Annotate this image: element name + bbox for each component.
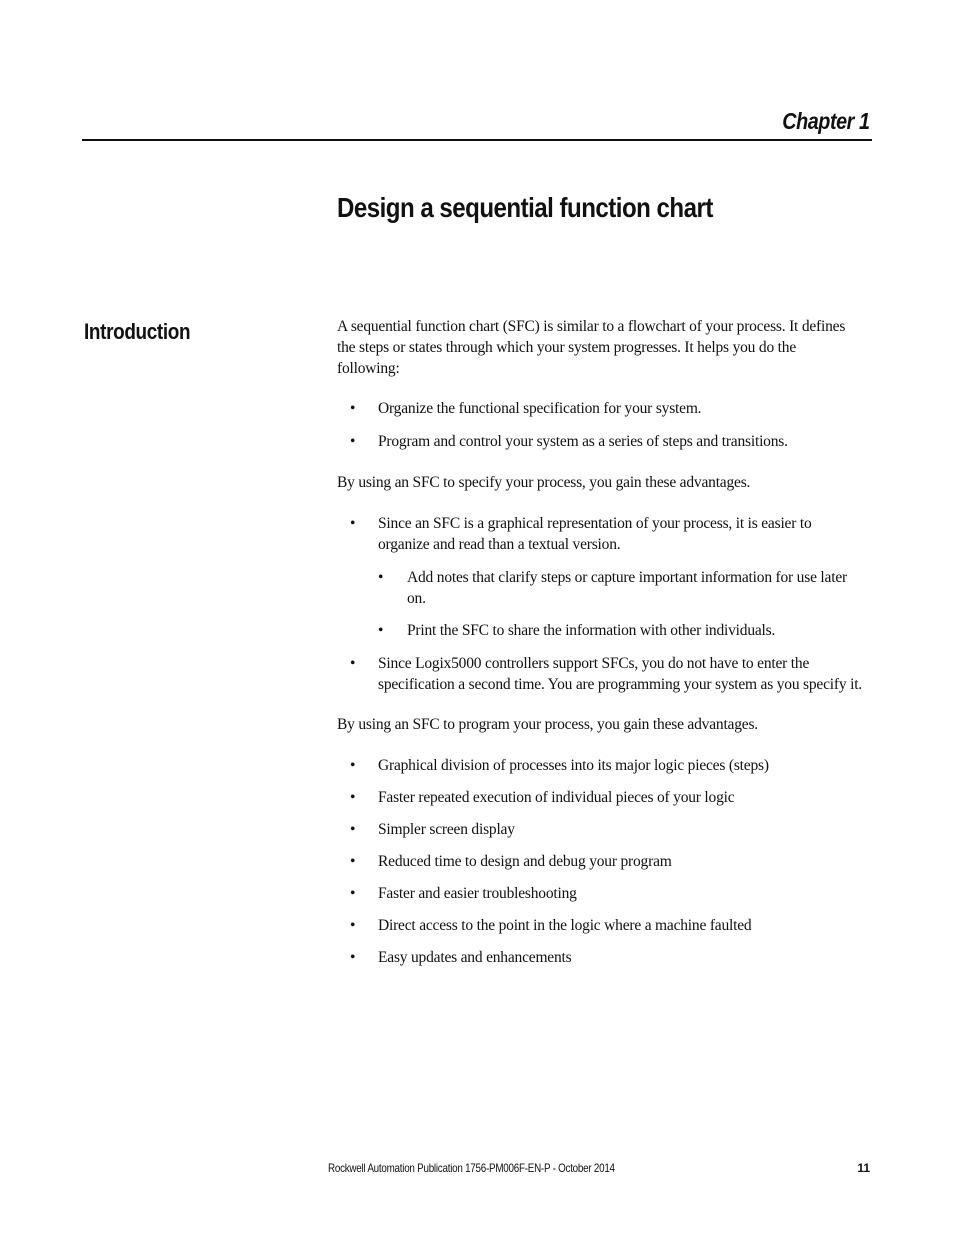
bullet-icon: • (350, 853, 356, 870)
list-item (337, 398, 862, 419)
list-item-text: Direct access to the point in the logic where a machine faulted (378, 917, 752, 934)
list-item-text: Since Logix5000 controllers support SFCs, you do not have to enter the specification a second time. You are programming your system as you specify it. (378, 655, 862, 693)
list-purposes (337, 398, 862, 452)
sub-list-item-text: Print the SFC to share the information with other individuals. (407, 622, 776, 639)
list-item-text: Graphical division of processes into its major logic pieces (steps) (378, 757, 769, 774)
bullet-icon: • (350, 655, 356, 672)
list-item (337, 755, 862, 776)
program-paragraph: By using an SFC to program your process, you gain these advantages. (337, 716, 758, 733)
list-item-text: Since an SFC is a graphical representation of your process, it is easier to organize and read than a textual version. (378, 515, 812, 553)
list-program-advantages (337, 755, 862, 968)
sub-list (378, 567, 862, 641)
bullet-icon: • (350, 400, 356, 417)
list-item-text: Organize the functional specification for your system. (378, 400, 702, 417)
sub-list-item-text: Add notes that clarify steps or capture important information for use later on. (407, 569, 847, 607)
list-item (337, 883, 862, 904)
intro-paragraph: A sequential function chart (SFC) is similar to a flowchart of your process. It defines the steps or states through which your system progresses. It helps you do the following: (337, 318, 846, 377)
list-item (337, 915, 862, 936)
sub-list-item (378, 567, 862, 609)
specify-paragraph: By using an SFC to specify your process, you gain these advantages. (337, 474, 751, 491)
body-text (337, 316, 862, 968)
bullet-icon: • (350, 789, 356, 806)
page-title: Design a sequential function chart (337, 192, 713, 223)
bullet-icon: • (378, 569, 384, 586)
chapter-divider (82, 139, 872, 141)
list-item-text: Program and control your system as a series of steps and transitions. (378, 433, 788, 450)
list-item (337, 851, 862, 872)
section-heading: Introduction (84, 319, 191, 344)
list-item-text: Faster and easier troubleshooting (378, 885, 577, 902)
bullet-icon: • (350, 885, 356, 902)
list-item-text: Easy updates and enhancements (378, 949, 572, 966)
bullet-icon: • (378, 622, 384, 639)
bullet-icon: • (350, 433, 356, 450)
bullet-icon: • (350, 515, 356, 532)
chapter-label: Chapter 1 (782, 108, 870, 134)
list-item-text: Reduced time to design and debug your program (378, 853, 672, 870)
bullet-icon: • (350, 949, 356, 966)
list-item (337, 513, 862, 641)
list-item-text: Simpler screen display (378, 821, 515, 838)
page-number: 11 (857, 1161, 870, 1175)
bullet-icon: • (350, 757, 356, 774)
bullet-icon: • (350, 821, 356, 838)
footer-publication: Rockwell Automation Publication 1756-PM006F-EN-P - October 2014 (328, 1161, 615, 1175)
list-item-text: Faster repeated execution of individual pieces of your logic (378, 789, 735, 806)
list-item (337, 653, 862, 695)
list-item (337, 819, 862, 840)
sub-list-item (378, 620, 862, 641)
list-specify-advantages (337, 513, 862, 695)
list-item (337, 947, 862, 968)
list-item (337, 431, 862, 452)
list-item (337, 787, 862, 808)
bullet-icon: • (350, 917, 356, 934)
